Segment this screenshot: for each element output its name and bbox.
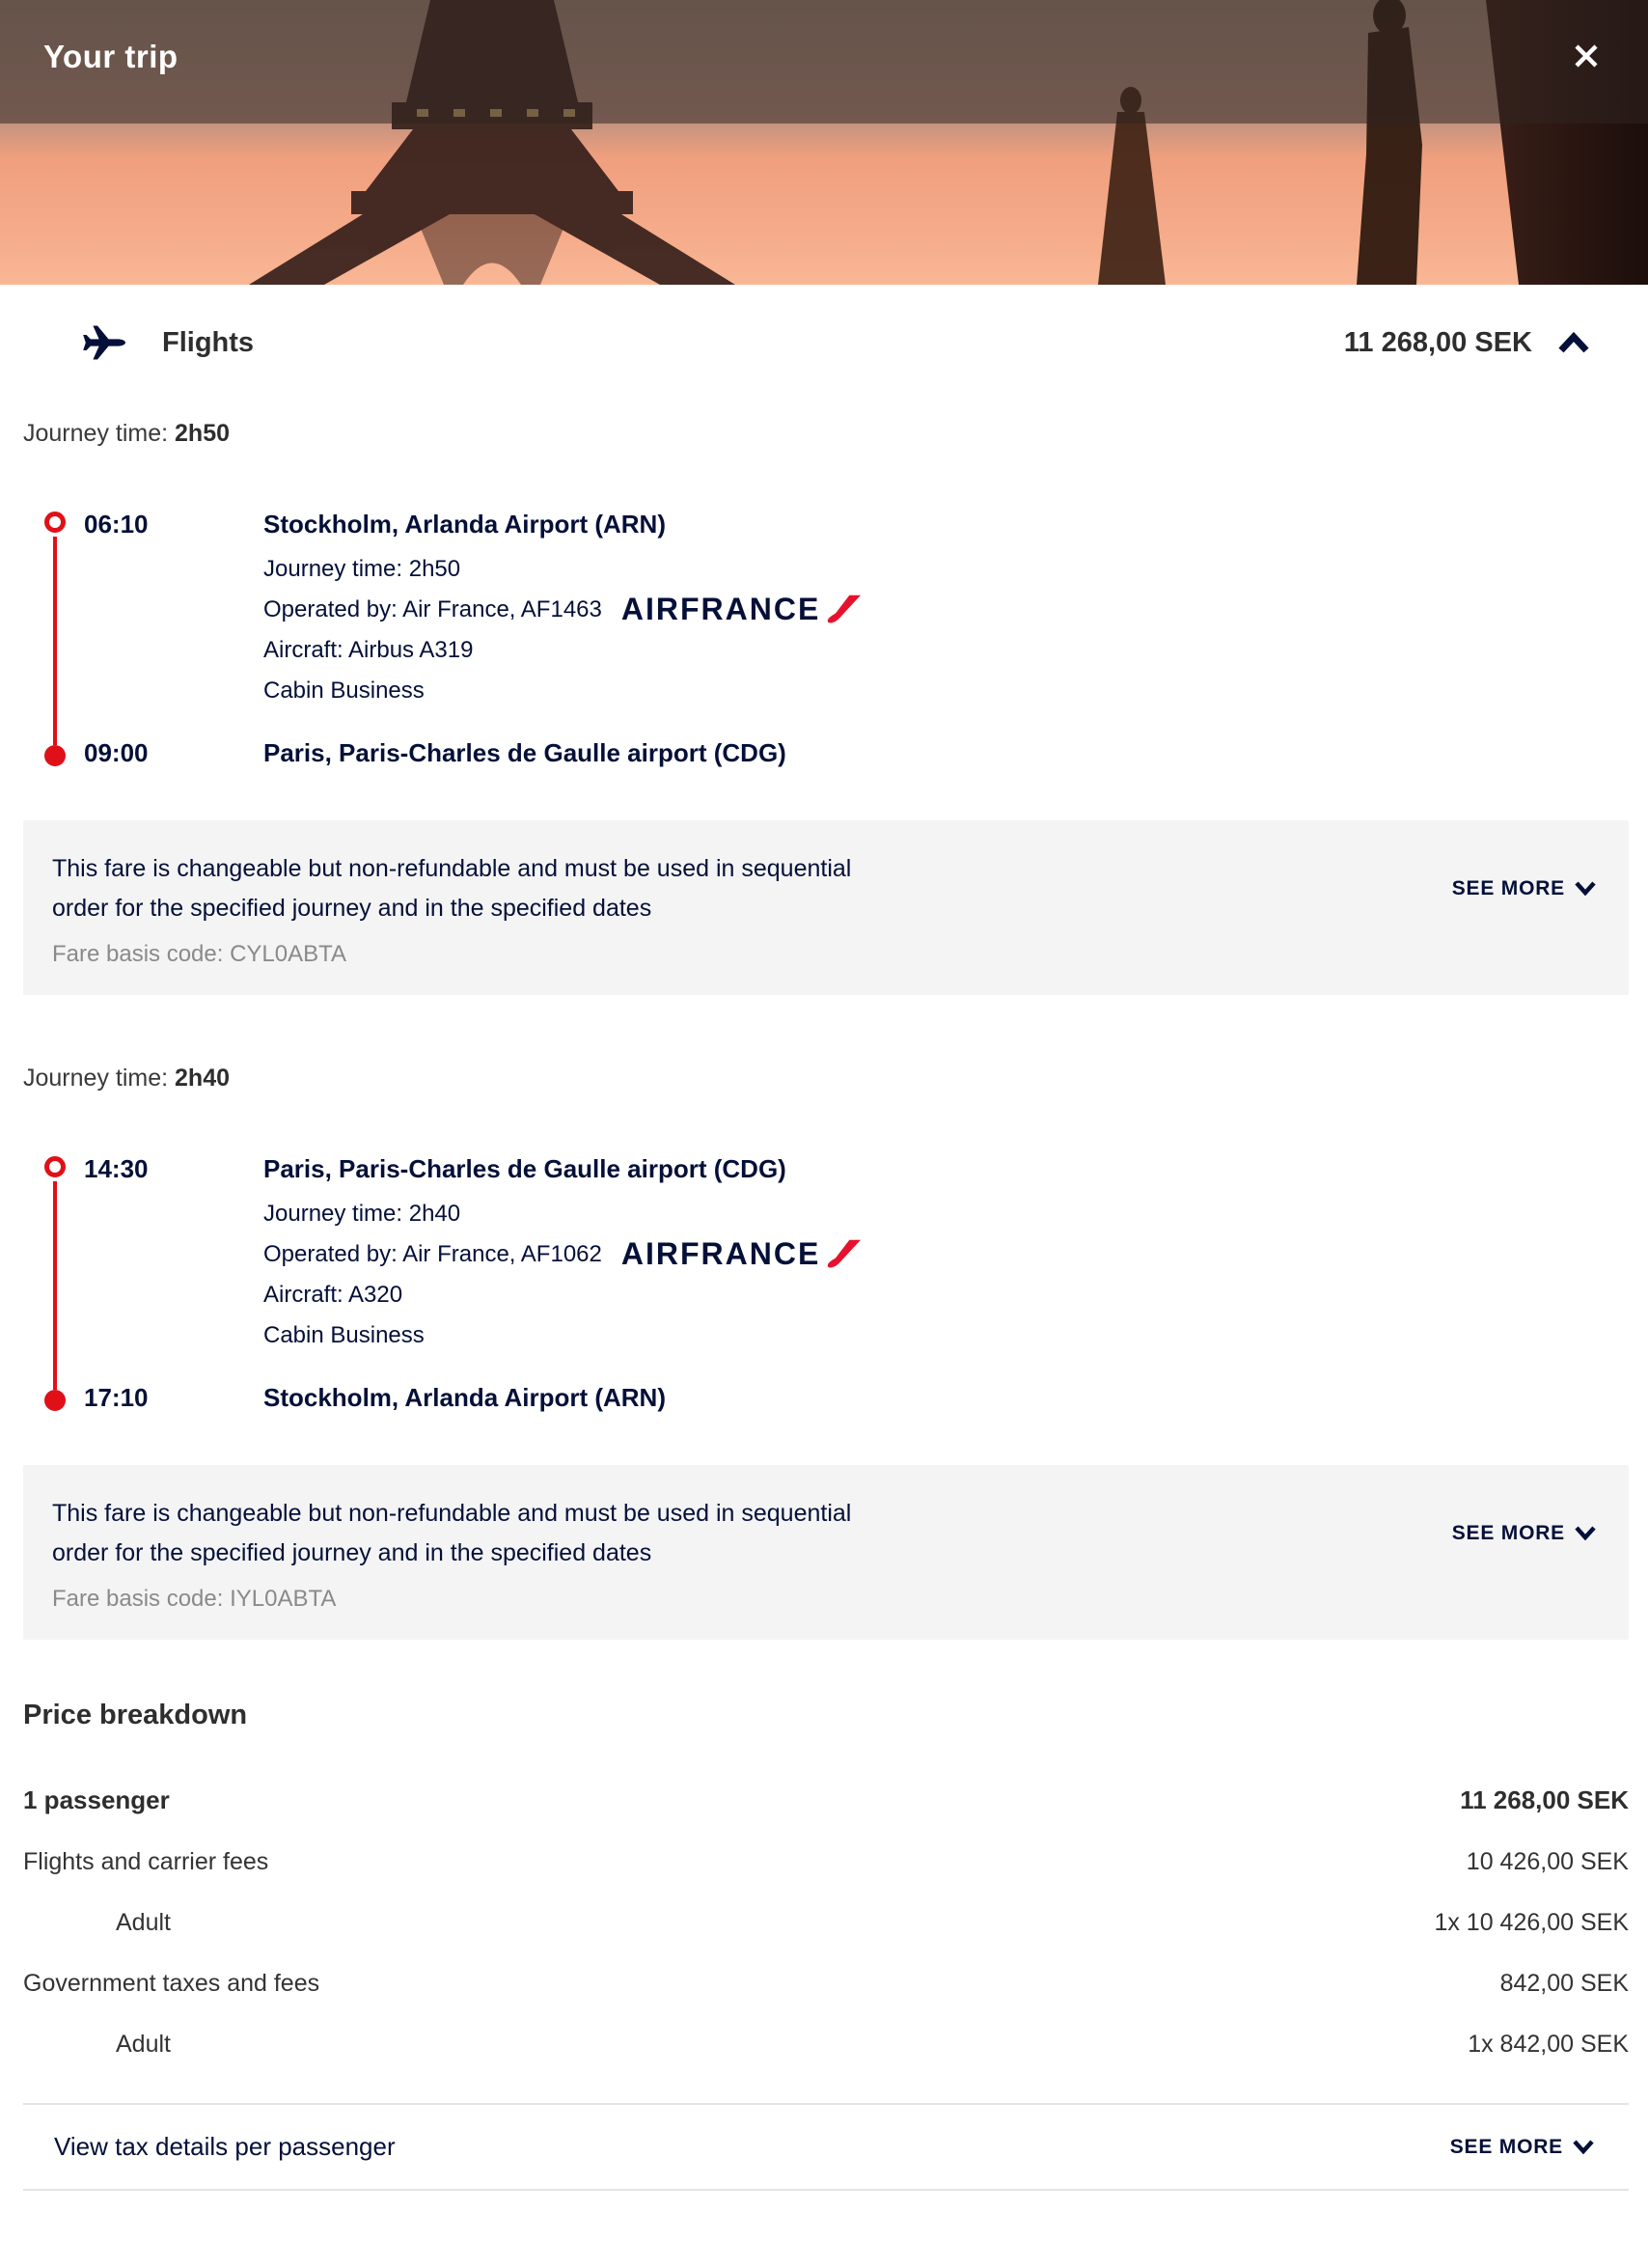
fare-basis-code: Fare basis code: IYL0ABTA [52, 1586, 337, 1612]
segment-details [263, 1194, 1629, 1356]
trip-content [0, 321, 1648, 2191]
header-overlay [0, 0, 1648, 124]
arrival-station: Stockholm, Arlanda Airport (ARN) [263, 1383, 666, 1412]
chevron-down-icon [1575, 1526, 1596, 1540]
fare-conditions-box [23, 1465, 1629, 1640]
price-row-flights-fees: Flights and carrier fees 10 426,00 SEK [23, 1848, 1629, 1875]
timeline-rail [53, 1181, 57, 1390]
journey-time-label: Journey time: [23, 420, 169, 447]
flights-summary-row [23, 321, 1629, 364]
plane-icon [79, 321, 129, 364]
tax-details-label: View tax details per passenger [54, 2132, 396, 2161]
journey-time-value: 2h40 [175, 1065, 230, 1092]
fare-conditions-text: This fare is changeable but non-refundable and must be used in sequential order for the specified journey and in the specified dates [52, 855, 852, 922]
flight-segment-outbound [23, 510, 1629, 768]
chevron-down-icon [1575, 881, 1596, 896]
price-breakdown-title: Price breakdown [23, 1700, 248, 1730]
collapse-flights-button[interactable] [1557, 332, 1590, 354]
segment-aircraft: Aircraft: A320 [263, 1282, 403, 1308]
fare-conditions-text: This fare is changeable but non-refundable and must be used in sequential order for the specified journey and in the specified dates [52, 1500, 852, 1566]
airfrance-logo-text: AIRFRANCE [620, 1236, 821, 1271]
arrival-row [84, 1383, 1629, 1413]
fare-conditions-box [23, 820, 1629, 995]
departure-station: Stockholm, Arlanda Airport (ARN) [263, 510, 666, 539]
chevron-down-icon [1573, 2140, 1594, 2154]
journey-time-label: Journey time: [23, 1065, 169, 1092]
airfrance-logo [620, 1236, 861, 1271]
airfrance-accent-icon [826, 595, 861, 625]
tax-details-bar [23, 2103, 1629, 2191]
timeline-rail [53, 537, 57, 745]
segment-operated-by: Operated by: Air France, AF1062 [263, 1241, 602, 1267]
page-title: Your trip [43, 39, 179, 74]
departure-stop-icon [44, 512, 66, 533]
segment-details [263, 549, 1629, 711]
close-button[interactable] [1565, 35, 1607, 77]
arrival-station: Paris, Paris-Charles de Gaulle airport (CDG) [263, 738, 786, 767]
segment-cabin: Cabin Business [263, 1322, 425, 1348]
arrival-row [84, 738, 1629, 768]
price-row-adult-fare: Adult 1x 10 426,00 SEK [116, 1909, 1629, 1936]
arrival-stop-icon [44, 1390, 66, 1411]
trip-header [0, 0, 1648, 285]
segment-cabin: Cabin Business [263, 678, 425, 704]
airfrance-logo [620, 592, 861, 626]
journey-time-value: 2h50 [175, 420, 230, 447]
tax-see-more-button[interactable]: SEE MORE [1450, 2136, 1594, 2159]
flights-section-title: Flights [162, 326, 255, 358]
segment-operated-by-row [263, 590, 1629, 630]
departure-time: 06:10 [84, 510, 149, 539]
journey-time-summary [23, 1065, 1629, 1093]
segment-aircraft: Aircraft: Airbus A319 [263, 637, 474, 663]
arrival-time: 09:00 [84, 738, 149, 767]
fare-see-more-button[interactable]: SEE MORE [1452, 877, 1596, 900]
fare-see-more-button[interactable]: SEE MORE [1452, 1522, 1596, 1545]
departure-time: 14:30 [84, 1154, 149, 1183]
segment-journey-time: Journey time: 2h40 [263, 1201, 461, 1227]
airfrance-accent-icon [826, 1239, 861, 1270]
fare-basis-code: Fare basis code: CYL0ABTA [52, 941, 347, 967]
segment-operated-by: Operated by: Air France, AF1463 [263, 596, 602, 622]
departure-row [84, 510, 1629, 539]
flight-segment-return [23, 1154, 1629, 1413]
segment-journey-time: Journey time: 2h50 [263, 556, 461, 582]
departure-stop-icon [44, 1156, 66, 1177]
flights-total-price: 11 268,00 SEK [1343, 326, 1532, 358]
arrival-stop-icon [44, 745, 66, 766]
departure-row [84, 1154, 1629, 1184]
airfrance-logo-text: AIRFRANCE [620, 592, 821, 626]
journey-time-summary [23, 420, 1629, 448]
arrival-time: 17:10 [84, 1383, 149, 1412]
departure-station: Paris, Paris-Charles de Gaulle airport (CDG) [263, 1154, 786, 1183]
chevron-up-icon [1557, 332, 1590, 354]
price-row-gov-taxes: Government taxes and fees 842,00 SEK [23, 1970, 1629, 1997]
segment-operated-by-row [263, 1234, 1629, 1275]
close-icon [1572, 41, 1601, 70]
price-row-adult-taxes: Adult 1x 842,00 SEK [116, 2031, 1629, 2058]
price-row-passenger: 1 passenger 11 268,00 SEK [23, 1785, 1629, 1814]
